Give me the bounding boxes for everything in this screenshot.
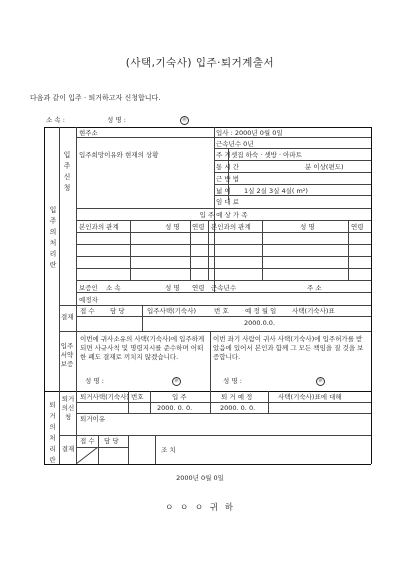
exit-pay-receive: 접 수 <box>80 437 95 445</box>
age-header-left: 연령 <box>192 223 205 231</box>
exit-action-label: 조 치 <box>161 446 176 454</box>
pledge-label: 입주서약보증 <box>60 342 74 368</box>
area-value: 1실 2실 3실 4실( m²) <box>244 187 308 195</box>
apply-label: 입주신청 <box>63 151 71 192</box>
guarantor-label: 보증인 <box>79 284 98 292</box>
exit-section-label: 퇴거의처리란 <box>49 401 56 464</box>
pledge-right-text: 이번 좌기 사람이 귀사 사택(기숙사)에 입주허가를 받았음에 있어서 본인과 함께 그 모든 책임을 질 것을 보증합니다. <box>213 335 364 361</box>
pledge-right-sign: 성 명 : <box>223 377 242 385</box>
pay-charge: 담 당 <box>110 307 125 315</box>
relation-header-right: 본인과의 관계 <box>211 223 251 231</box>
pledge-left-stamp: ㊞ <box>172 377 181 386</box>
exit-in-date: 2000. 0. 0. <box>157 404 193 412</box>
pay-receive: 접 수 <box>80 307 95 315</box>
intro-text: 다음과 같이 입주 · 퇴거하고자 신청합니다. <box>30 94 161 102</box>
name-header-right: 성 명 <box>300 223 315 231</box>
guarantor-address: 주 소 <box>307 284 322 292</box>
family-header: 입 주 예 상 가 족 <box>199 211 248 219</box>
name-header-left: 성 명 <box>165 223 180 231</box>
name-label: 성 명 : <box>107 116 126 124</box>
method-label: 근 방 법 <box>216 175 239 183</box>
rent-label: 임 대 료 <box>216 198 239 206</box>
guarantor-age: 연령 <box>192 284 205 292</box>
exit-for-table: 사택(기숙사)표에 대해 <box>278 393 342 401</box>
pledge-left-sign: 성 명 : <box>85 377 104 385</box>
pay-table: 사택(기숙사)표 <box>292 307 335 315</box>
pay-scheduled: 예 정 월 일 <box>245 307 277 315</box>
pay-date: 2000.0.0. <box>244 319 276 327</box>
exit-house: 퇴거사택(기숙사) <box>80 393 130 401</box>
resident-section-label: 입주의처리란 <box>49 206 57 269</box>
reason-label: 입주희망이유와 현재의 상황 <box>79 151 159 159</box>
years-of-service: 근속년수 0년 <box>216 140 254 148</box>
exit-scheduled: 퇴 거 예 정 <box>221 393 253 401</box>
move-date-label: 예정자 <box>79 296 98 304</box>
guarantor-dept: 소 속 <box>106 284 121 292</box>
relation-header-left: 본인과의 관계 <box>79 223 119 231</box>
address-field: 현주소 <box>79 129 98 137</box>
age-header-right: 연령 <box>351 223 364 231</box>
housing-options: 셋집 하숙 · 셋방 · 아파트 <box>231 151 302 159</box>
pay-house: 입주사택(기숙사) <box>147 307 197 315</box>
housing-label: 주 거 <box>216 151 231 159</box>
area-label: 넓 이 <box>216 187 231 195</box>
stamp-mark: ㊞ <box>180 116 189 125</box>
guarantor-name: 성 명 <box>165 284 180 292</box>
exit-payment-label: 결재 <box>61 445 75 453</box>
dept-label: 소 속 : <box>46 116 65 124</box>
guarantor-years: 근속년수 <box>211 284 237 292</box>
addressee: ㅇ ㅇ ㅇ 귀 하 <box>165 503 235 513</box>
exit-apply-label: 퇴거의신청 <box>61 395 75 421</box>
exit-number: 번호 <box>131 393 144 401</box>
bottom-date: 2000년 0월 0일 <box>176 474 224 482</box>
pledge-left-text: 이번에 귀사소유의 사택(기숙사)에 입주하게 되면 사규사칙 및 명령지시를 준수하며 어떠한 폐도 결재로 끼치지 않겠습니다. <box>80 335 205 361</box>
exit-move-in: 입 주 <box>172 393 187 401</box>
exit-pay-charge: 담 당 <box>104 437 119 445</box>
commute-value: 분 이상(편도) <box>305 163 344 171</box>
pay-number: 번 호 <box>214 307 229 315</box>
join-date: 입사 : 2000년 0월 0일 <box>216 129 283 137</box>
document-title: (사택,기숙사) 입주·퇴거계출서 <box>125 57 275 69</box>
exit-reason: 퇴거이유 <box>80 415 106 423</box>
pledge-right-stamp: ㊞ <box>316 377 325 386</box>
diagonal-line <box>76 447 98 464</box>
payment-label: 결재 <box>61 313 74 321</box>
commute-label: 통 시 간 <box>216 163 239 171</box>
exit-out-date: 2000. 0. 0. <box>220 404 256 412</box>
